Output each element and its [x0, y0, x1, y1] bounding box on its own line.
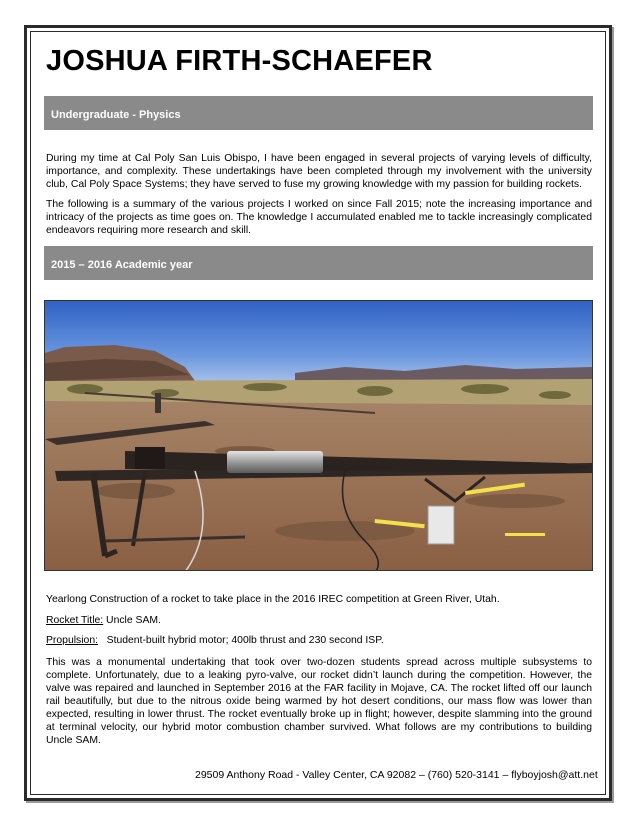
summary-paragraph: The following is a summary of the various projects I worked on since Fall 2015; note the increasing importance and intricacy of the projects as time goes on. The knowledge I accumulated enabled me to tackle increasingly complicated endeavors requiring more research and skill.: [46, 199, 592, 236]
resume-name: JOSHUA FIRTH-SCHAEFER: [46, 45, 433, 77]
propulsion-label: Propulsion:: [46, 635, 98, 646]
rocket-title-value: Uncle SAM.: [103, 615, 161, 626]
contact-footer: 29509 Anthony Road - Valley Center, CA 92082 – (760) 520-3141 – flyboyjosh@att.net: [195, 769, 598, 781]
propulsion-value: Student-built hybrid motor; 400lb thrust and 230 second ISP.: [97, 635, 384, 646]
intro-paragraph: During my time at Cal Poly San Luis Obispo, I have been engaged in several projects of varying levels of difficulty, importance, and complexity. These undertakings have been completed through my involvement with the university club, Cal Poly Space Systems; they have served to fuse my growing knowledge with my passion for building rockets.: [46, 153, 592, 190]
project-description-paragraph: This was a monumental undertaking that took over two-dozen students spread across multiple subsystems to complete. Unfortunately, due to a leaking pyro-valve, our rocket didn’t launch during the competition. However, the valve was repaired and launched in September 2016 at the FAR facility in Mojave, CA. The rocket lifted off our launch rail beautifully, but due to the nitrous oxide being warmed by hot desert conditions, our mass flow was lower than expected, resulting in lower thrust. The rocket eventually broke up in flight; however, despite slamming into the ground at terminal velocity, our hybrid motor combustion chamber survived. What follows are my contributions to building Uncle SAM.: [46, 657, 592, 746]
photo-caption: Yearlong Construction of a rocket to take place in the 2016 IREC competition at Green River, Utah.: [46, 594, 500, 605]
propulsion-line: [46, 634, 592, 647]
rocket-title-line: [46, 614, 592, 627]
section-header-academic-year: 2015 – 2016 Academic year: [44, 246, 593, 280]
section-header-undergraduate: Undergraduate - Physics: [44, 96, 593, 130]
rocket-launch-rail-photo: [44, 300, 593, 571]
rocket-title-label: Rocket Title:: [46, 615, 104, 626]
